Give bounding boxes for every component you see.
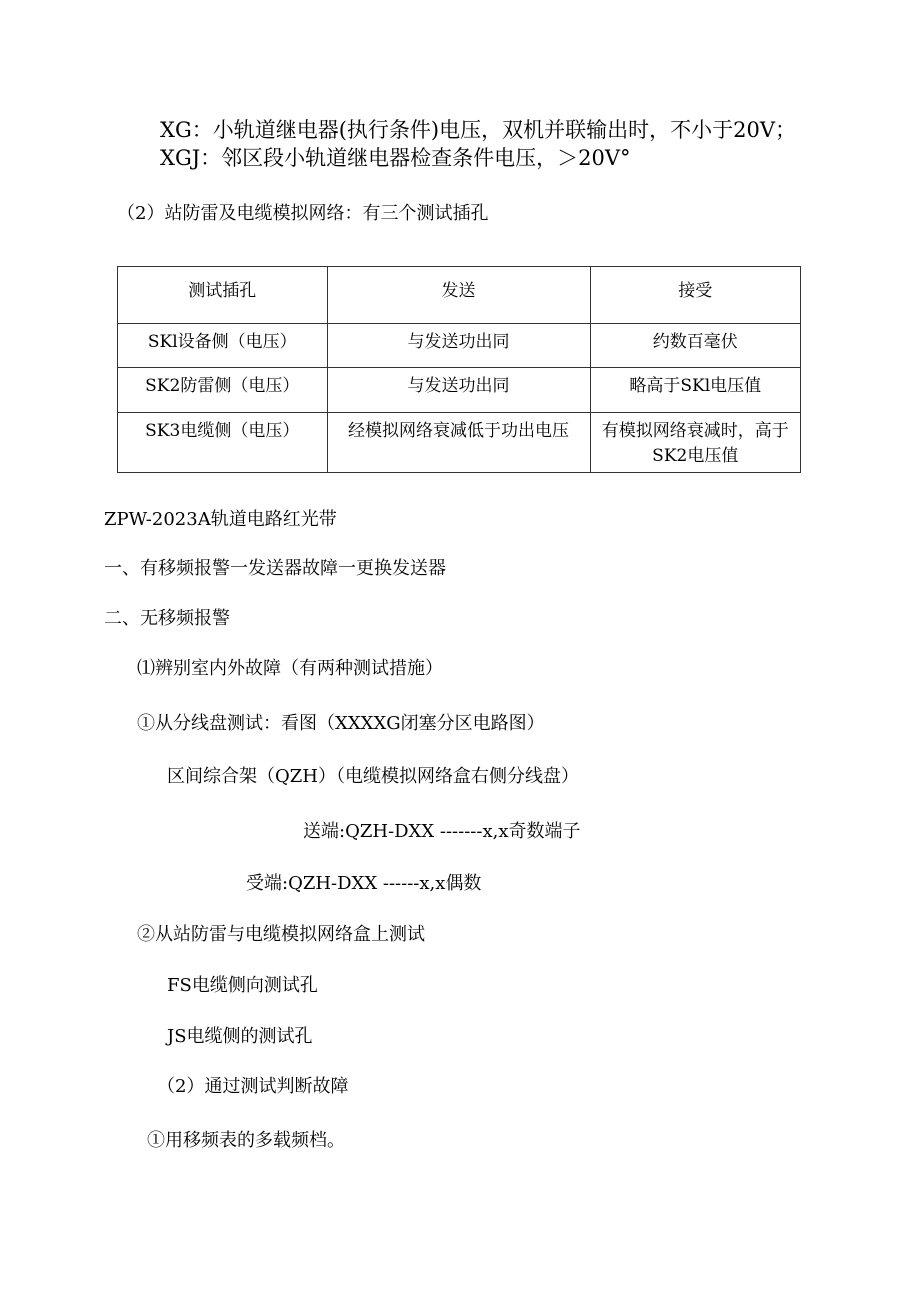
method-1: ①从分线盘测试：看图（XXXXG闭塞分区电路图） xyxy=(137,713,545,734)
xgj-voltage-line: XGJ：邻区段小轨道继电器检查条件电压，＞20V° xyxy=(160,146,631,170)
send-end-line: 送端:QZH-DXX -------x,x奇数端子 xyxy=(303,821,581,842)
receive-end-line: 受端:QZH-DXX ------x,x偶数 xyxy=(246,873,482,894)
fs-line: FS电缆侧向测试孔 xyxy=(167,975,318,996)
table-header-cell: 发送 xyxy=(327,267,590,324)
table-row xyxy=(118,368,801,413)
table-cell: 与发送功出同 xyxy=(327,324,590,368)
item-2: 二、无移频报警 xyxy=(104,608,230,629)
sub-item-1: ⑴辨别室内外故障（有两种测试措施） xyxy=(137,658,443,679)
table-cell: 经模拟网络衰减低于功出电压 xyxy=(327,413,590,473)
table-cell: SK3电缆侧（电压） xyxy=(118,413,328,473)
table-cell: 约数百毫伏 xyxy=(590,324,800,368)
sub-item-2: （2）通过测试判断故障 xyxy=(157,1076,349,1097)
table-header-row xyxy=(118,267,801,324)
zpw-heading: ZPW-2023A轨道电路红光带 xyxy=(104,509,337,530)
xg-voltage-line: XG：小轨道继电器(执行条件)电压，双机并联输出时，不小于20V； xyxy=(160,118,796,142)
item-1: 一、有移频报警一发送器故障一更换发送器 xyxy=(104,558,446,579)
table-cell: 有模拟网络衰减时，高于SK2电压值 xyxy=(590,413,800,473)
table-header-cell: 接受 xyxy=(590,267,800,324)
table-cell: 略高于SKl电压值 xyxy=(590,368,800,413)
section-2-title: （2）站防雷及电缆模拟网络：有三个测试插孔 xyxy=(117,203,489,224)
qzh-line: 区间综合架（QZH）（电缆模拟网络盒右侧分线盘） xyxy=(167,766,579,787)
table-row xyxy=(118,413,801,473)
table-cell: 与发送功出同 xyxy=(327,368,590,413)
method-3: ①用移频表的多载频档。 xyxy=(147,1130,345,1151)
js-line: JS电缆侧的测试孔 xyxy=(167,1026,313,1047)
test-jack-table xyxy=(117,266,801,473)
table-cell: SKl设备侧（电压） xyxy=(118,324,328,368)
table-cell: SK2防雷侧（电压） xyxy=(118,368,328,413)
table-row xyxy=(118,324,801,368)
method-2: ②从站防雷与电缆模拟网络盒上测试 xyxy=(137,924,425,945)
table-header-cell: 测试插孔 xyxy=(118,267,328,324)
